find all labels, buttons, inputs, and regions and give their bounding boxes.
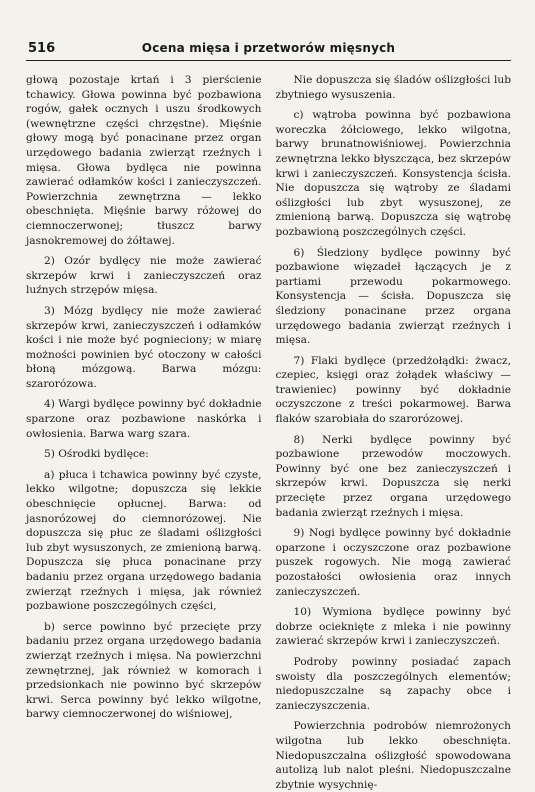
- paragraph: 2) Ozór bydlęcy nie może zawierać skrzepów krwi i zanieczyszczeń oraz luźnych strzępów mięsa.: [26, 255, 262, 297]
- page-header: [26, 38, 511, 61]
- running-title: Ocena mięsa i przetworów mięsnych: [141, 41, 396, 55]
- paragraph: 5) Ośrodki bydlęce:: [44, 448, 149, 461]
- paragraph: 4) Wargi bydlęce powinny być dokładnie sparzone oraz pozbawione naskórka i owłosienia. Barwa warg szara.: [26, 398, 262, 440]
- text-columns: [26, 73, 511, 791]
- paragraph: 3) Mózg bydlęcy nie może zawierać skrzepów krwi, zanieczyszczeń i odłamków kości i nie może być pognieciony; w miarę możności powinien być otoczony w całości błoną mózgową. Barwa mózgu: szarorózowa.: [26, 304, 262, 390]
- paragraph: Nie dopuszcza się śladów oślizgłości lub zbytniego wysuszenia.: [275, 74, 511, 101]
- paragraph: 10) Wymiona bydlęce powinny być dobrze ocieknięte z mleka i nie powinny zawierać skrzepów krwi i zanieczyszczeń.: [275, 606, 511, 648]
- paragraph: 6) Śledziony bydlęce powinny być pozbawione więzadeł łączących je z partiami przewodu pokarmowego. Konsystencja — ścisła. Dopuszcza się śledziony ponacinane przez organa urzędowego badania zwierząt rzeźnych i mięsa.: [275, 246, 511, 347]
- paragraph: 8) Nerki bydlęce powinny być pozbawione przewodów moczowych. Powinny być one bez zanieczyszczeń i skrzepów krwi. Dopuszcza się nerki przecięte przez organa urzędowego badania zwierząt rzeźnych i mięsa.: [275, 433, 511, 519]
- paragraph: b) serce powinno być przecięte przy badaniu przez organa urzędowego badania zwierząt rzeźnych i mięsa. Na powierzchni zewnętrznej, jak również w komorach i przedsionkach nie powinno być skrzepów krwi. Serca powinny być lekko wilgotne, barwy ciemnoczerwonej do wiśniowej,: [26, 620, 262, 721]
- right-column: [275, 73, 512, 791]
- paragraph: a) płuca i tchawica powinny być czyste, lekko wilgotne; dopuszcza się lekkie obeschnięcie opłucnej. Barwa: od jasnorózowej do ciemnorózowej. Nie dopuszcza się płuc ze śladami oślizgłości lub zbyt wysuszonych, ze zmienioną barwą. Dopuszcza się płuca ponacinane przy badaniu przez organa urzędowego badania zwierząt rzeźnych i mięsa, jak również pozbawione poszczególnych części,: [26, 468, 262, 613]
- paragraph: 9) Nogi bydlęce powinny być dokładnie oparzone i oczyszczone oraz pozbawione puszek rogowych. Nie mogą zawierać pozostałości owłosienia oraz innych zanieczyszczeń.: [275, 527, 511, 598]
- paragraph: 7) Flaki bydlęce (przedżołądki: żwacz, czepiec, księgi oraz żołądek właściwy — trawieniec) powinny być dokładnie oczyszczone z treści pokarmowej. Barwa flaków szarobiała do szarorózowej.: [275, 354, 511, 426]
- paragraph: Powierzchnia podrobów niemrożonych wilgotna lub lekko obeschnięta. Niedopuszczalna oślizgłość spowodowana autolizą lub nalot pleśni. Niedopuszczalne zbytnie wysychnię-: [275, 720, 511, 791]
- paragraph: głową pozostaje krtań i 3 pierścienie tchawicy. Głowa powinna być pozbawiona rogów, gałek ocznych i uszu środkowych (wewnętrzne części chrzęstne). Mięśnie głowy mogą być ponacinane przez organ urzędowego badania zwierząt rzeźnych i mięsa. Głowa bydlęca nie powinna zawierać odłamków kości i zanieczyszczeń. Powierzchnia zewnętrzna — lekko obeschnięta. Mięśnie barwy różowej do ciemnoczerwonej; tłuszcz barwy jasnokremowej do żółtawej.: [26, 74, 262, 247]
- page-number: 516: [28, 41, 56, 56]
- left-column: [26, 73, 262, 750]
- paragraph: c) wątroba powinna być pozbawiona woreczka żółciowego, lekko wilgotna, barwy brunatnowiśniowej. Powierzchnia zewnętrzna lekko błyszcząca, bez skrzepów krwi i zanieczyszczeń. Konsystencja ścisła. Nie dopuszcza się wątroby ze śladami oślizgłości lub zbyt wysuszonej, ze zmienioną barwą. Dopuszcza się wątrobę pozbawioną poszczególnych części.: [275, 109, 511, 238]
- paragraph: Podroby powinny posiadać zapach swoisty dla poszczególnych elementów; niedopuszczalne są zapachy obce i zanieczyszczenia.: [275, 655, 511, 712]
